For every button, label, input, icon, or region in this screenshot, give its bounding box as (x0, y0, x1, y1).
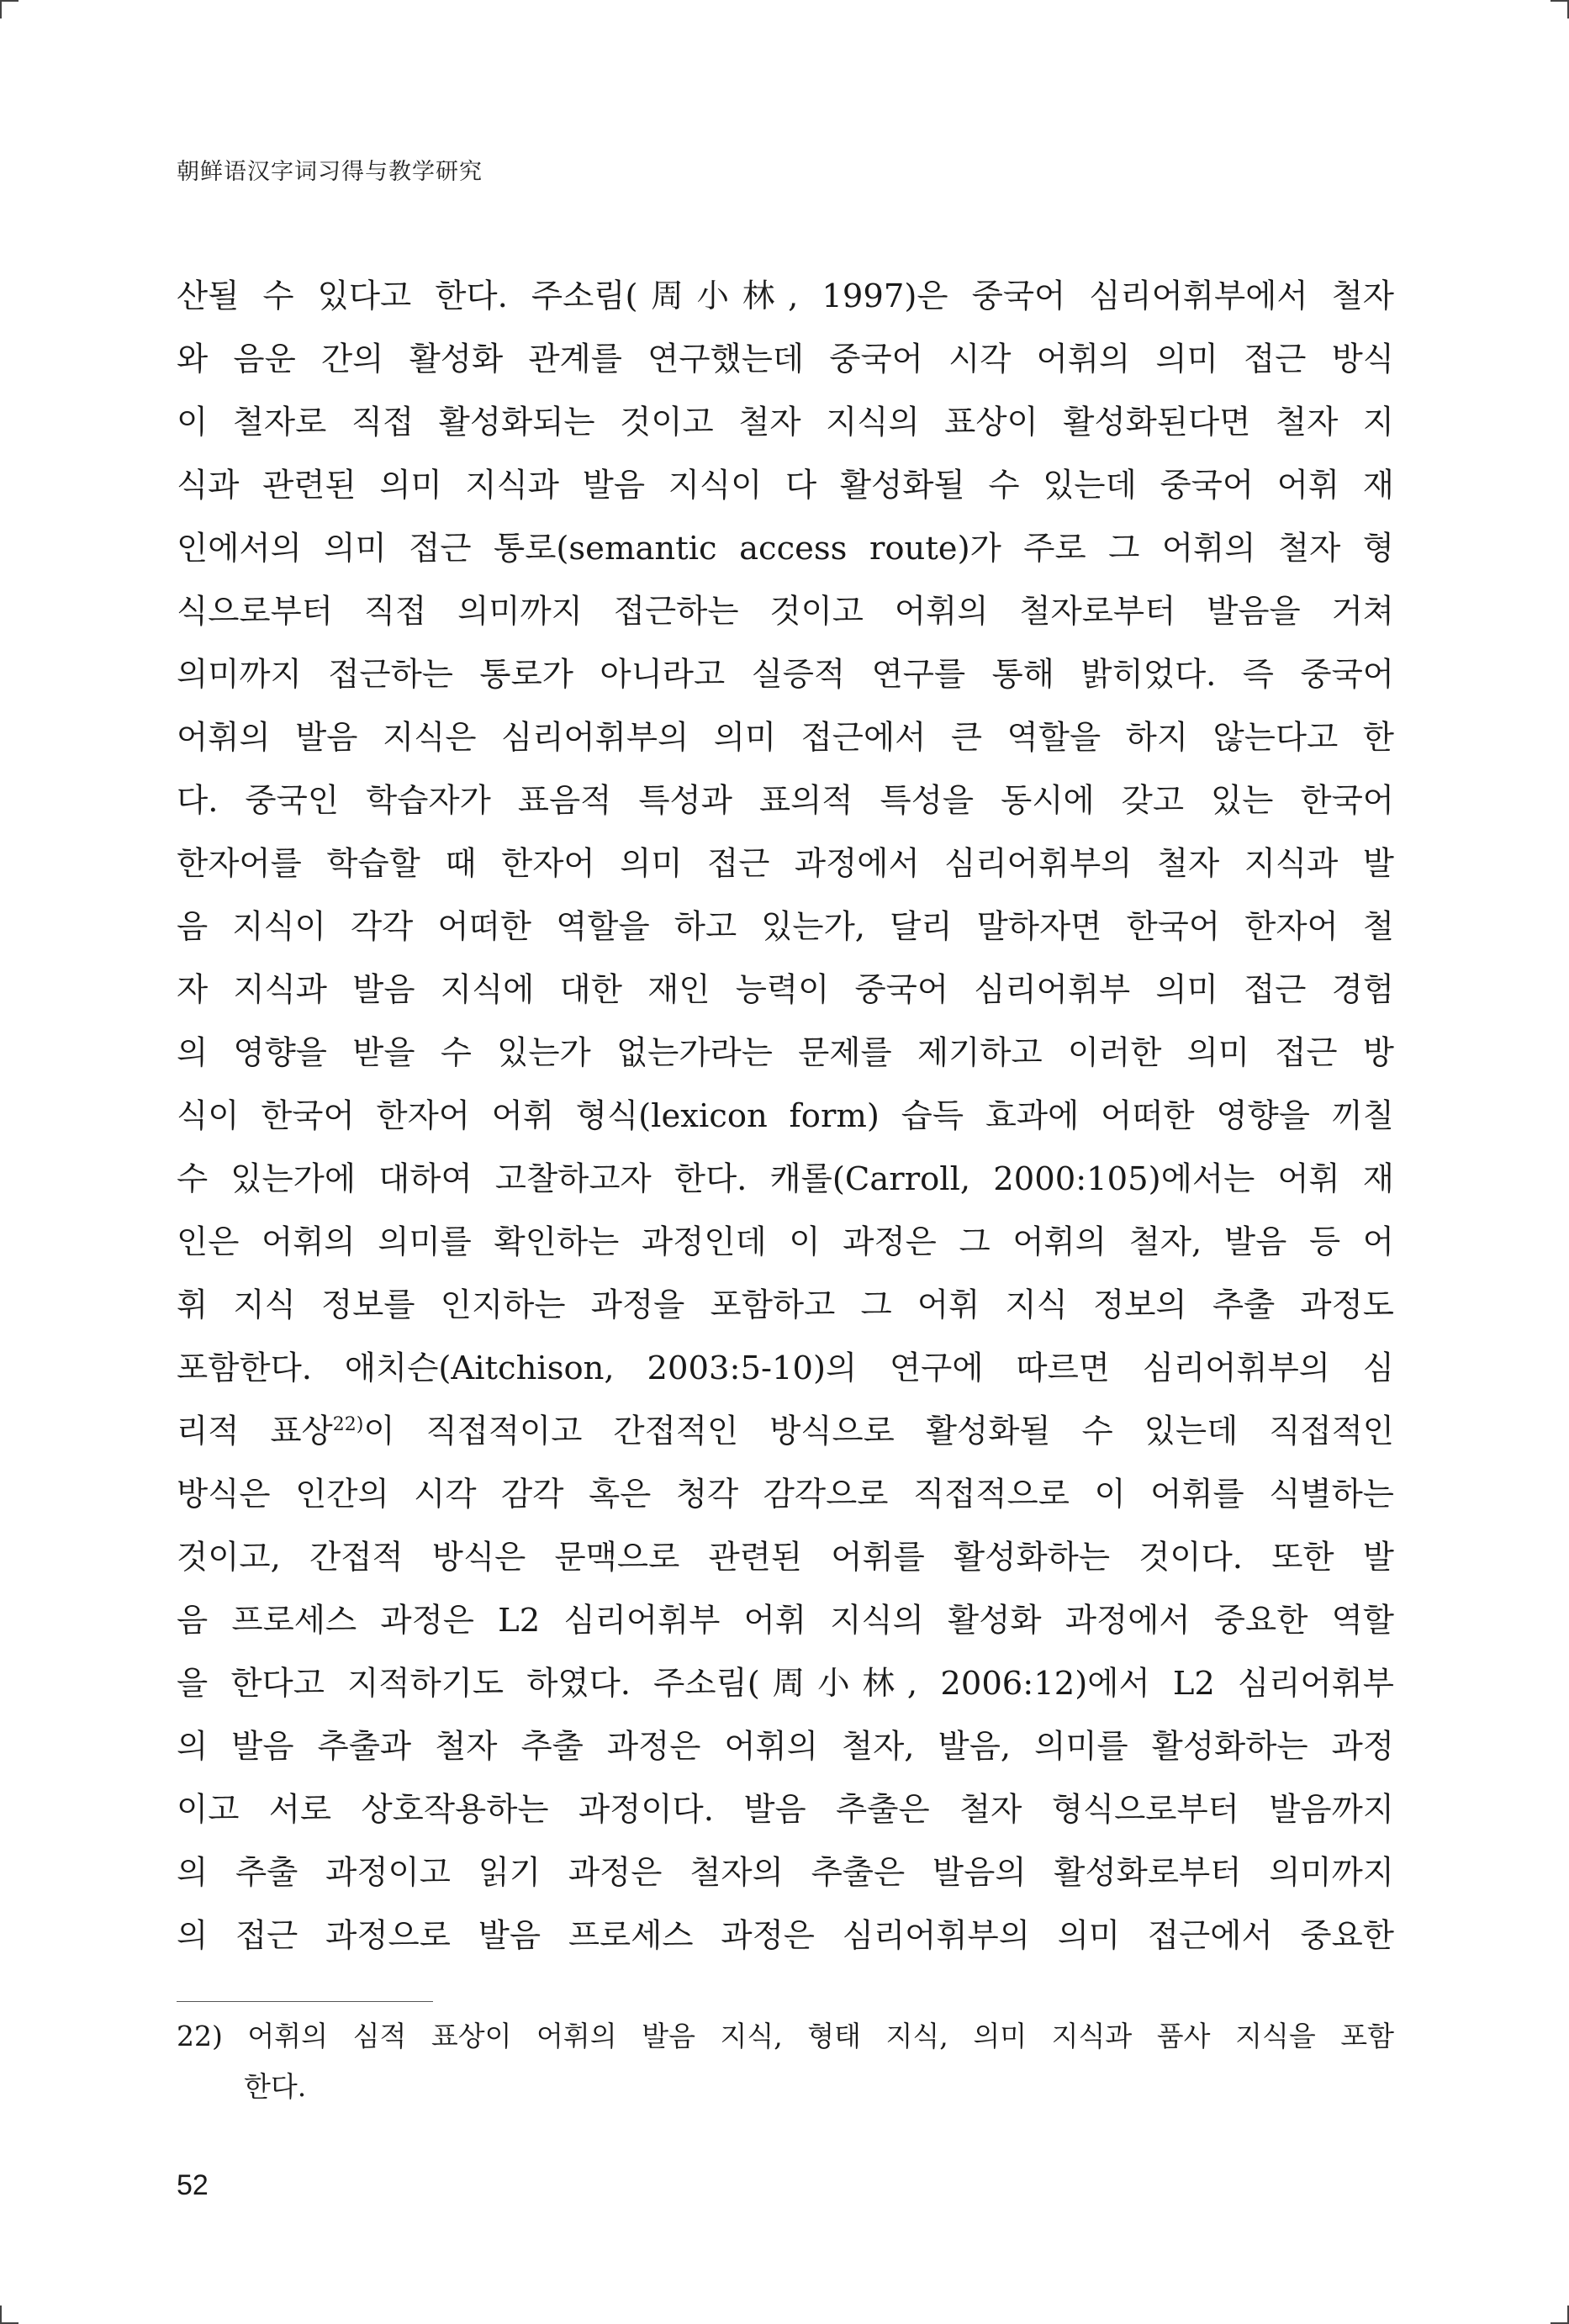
text-line: 을 한다고 지적하기도 하였다. 주소림(周小林, 2006:12)에서 L2 심리어휘부 (177, 1665, 1394, 1703)
text-line: 음 지식이 각각 어떠한 역할을 하고 있는가, 달리 말하자면 한국어 한자어 철 (177, 908, 1394, 946)
text-line: 어휘의 발음 지식은 심리어휘부의 의미 접근에서 큰 역할을 하지 않는다고 한 (177, 719, 1394, 757)
crop-mark-bottom-left-v (0, 2306, 2, 2324)
text-line: 이 철자로 직접 활성화되는 것이고 철자 지식의 표상이 활성화된다면 철자 지 (177, 404, 1394, 441)
text-line: 다. 중국인 학습자가 표음적 특성과 표의적 특성을 동시에 갖고 있는 한국어 (177, 782, 1394, 820)
text-line: 음 프로세스 과정은 L2 심리어휘부 어휘 지식의 활성화 과정에서 중요한 역할 (177, 1602, 1394, 1640)
text-line: 이고 서로 상호작용하는 과정이다. 발음 추출은 철자 형식으로부터 발음까지 (177, 1791, 1394, 1829)
line-segment: 리적 표상 (177, 1413, 333, 1450)
text-line: 와 음운 간의 활성화 관계를 연구했는데 중국어 시각 어휘의 의미 접근 방식 (177, 341, 1394, 378)
footnote-line: 한다. (244, 2070, 307, 2103)
text-line: 의 영향을 받을 수 있는가 없는가라는 문제를 제기하고 이러한 의미 접근 방 (177, 1034, 1394, 1072)
text-line-with-footnote-ref (177, 1400, 1394, 1463)
running-header: 朝鲜语汉字词习得与教学研究 (177, 159, 483, 185)
body-text (177, 265, 1394, 1967)
text-line: 산될 수 있다고 한다. 주소림(周小林, 1997)은 중국어 심리어휘부에서 철자 (177, 277, 1394, 315)
text-line: 의 접근 과정으로 발음 프로세스 과정은 심리어휘부의 의미 접근에서 중요한 (177, 1917, 1394, 1955)
text-line: 식과 관련된 의미 지식과 발음 지식이 다 활성화될 수 있는데 중국어 어휘 재 (177, 467, 1394, 504)
text-line: 수 있는가에 대하여 고찰하고자 한다. 캐롤(Carroll, 2000:105)에서는 어휘 재 (177, 1160, 1394, 1198)
text-line: 것이고, 간접적 방식은 문맥으로 관련된 어휘를 활성화하는 것이다. 또한 발 (177, 1539, 1394, 1577)
text-line: 자 지식과 발음 지식에 대한 재인 능력이 중국어 심리어휘부 의미 접근 경험 (177, 971, 1394, 1009)
text-line: 의미까지 접근하는 통로가 아니라고 실증적 연구를 통해 밝히었다. 즉 중국어 (177, 656, 1394, 694)
crop-mark-top-right-h (1551, 0, 1569, 2)
footnote-reference[interactable]: 22) (332, 1414, 364, 1436)
text-line: 한자어를 학습할 때 한자어 의미 접근 과정에서 심리어휘부의 철자 지식과 발 (177, 845, 1394, 883)
text-line: 의 추출 과정이고 읽기 과정은 철자의 추출은 발음의 활성화로부터 의미까지 (177, 1854, 1394, 1892)
text-line: 인에서의 의미 접근 통로(semantic access route)가 주로 그 어휘의 철자 형 (177, 530, 1394, 568)
crop-mark-top-left-v (0, 0, 2, 18)
text-line: 인은 어휘의 의미를 확인하는 과정인데 이 과정은 그 어휘의 철자, 발음 등 어 (177, 1223, 1394, 1261)
text-line: 방식은 인간의 시각 감각 혹은 청각 감각으로 직접적으로 이 어휘를 식별하는 (177, 1476, 1394, 1513)
footnote-divider (177, 2001, 433, 2002)
line-segment: 이 직접적이고 간접적인 방식으로 활성화될 수 있는데 직접적인 (363, 1413, 1394, 1450)
text-line: 식이 한국어 한자어 어휘 형식(lexicon form) 습득 효과에 어떠한 영향을 끼칠 (177, 1097, 1394, 1135)
crop-mark-top-left-h (0, 0, 18, 2)
footnote (177, 2011, 1394, 2112)
text-line: 포함한다. 애치슨(Aitchison, 2003:5-10)의 연구에 따르면 심리어휘부의 심 (177, 1350, 1394, 1387)
text-line: 휘 지식 정보를 인지하는 과정을 포함하고 그 어휘 지식 정보의 추출 과정도 (177, 1286, 1394, 1324)
page-number: 52 (177, 2169, 209, 2201)
text-line: 식으로부터 직접 의미까지 접근하는 것이고 어휘의 철자로부터 발음을 거쳐 (177, 593, 1394, 631)
footnote-line: 22) 어휘의 심적 표상이 어휘의 발음 지식, 형태 지식, 의미 지식과 품사 지식을 포함 (177, 2020, 1394, 2052)
text-line: 의 발음 추출과 철자 추출 과정은 어휘의 철자, 발음, 의미를 활성화하는 과정 (177, 1728, 1394, 1766)
